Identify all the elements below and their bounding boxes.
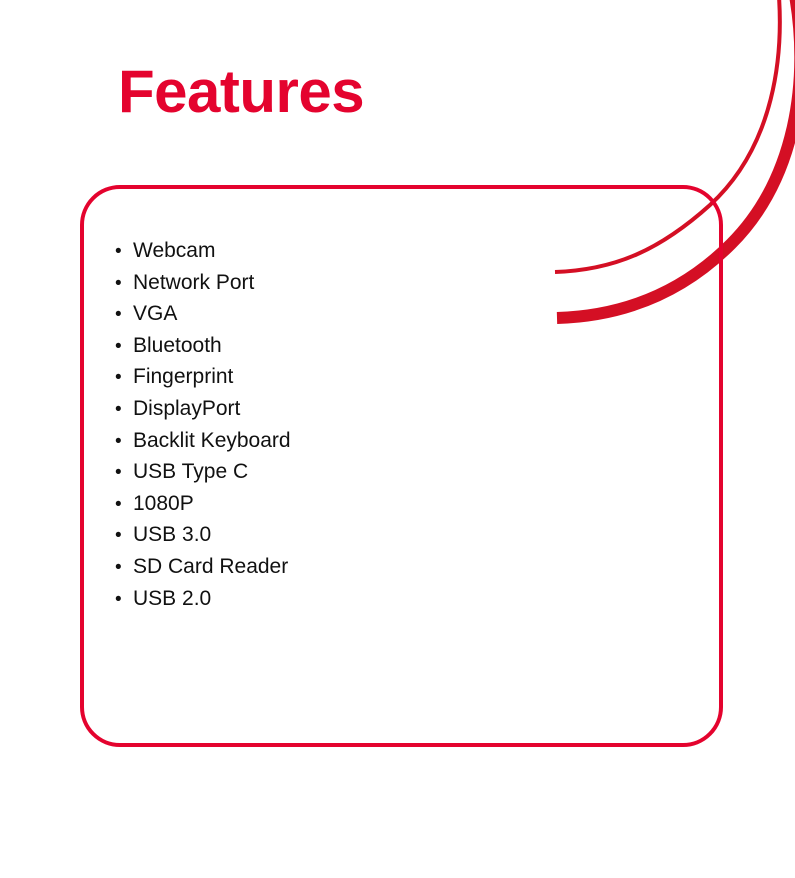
feature-label: USB Type C: [133, 460, 249, 484]
feature-label: Backlit Keyboard: [133, 428, 291, 452]
bullet-icon: •: [115, 367, 122, 389]
list-item: [115, 552, 291, 584]
feature-label: 1080P: [133, 491, 194, 515]
feature-label: USB 3.0: [133, 523, 212, 547]
bullet-icon: •: [115, 462, 122, 484]
bullet-icon: •: [115, 398, 122, 420]
list-item: [115, 520, 291, 552]
feature-label: Webcam: [133, 239, 216, 262]
list-item: [115, 489, 291, 521]
feature-label: Fingerprint: [133, 365, 234, 389]
list-item: [115, 362, 291, 394]
feature-label: VGA: [133, 302, 178, 326]
list-item: [115, 394, 291, 426]
list-item: [115, 426, 291, 458]
bullet-icon: •: [115, 241, 122, 262]
bullet-icon: •: [115, 556, 122, 578]
page-title: Features: [118, 58, 365, 125]
list-item: [115, 236, 291, 268]
features-list: [115, 236, 291, 615]
feature-label: Bluetooth: [133, 333, 222, 357]
bullet-icon: •: [115, 430, 122, 452]
list-item: [115, 268, 291, 300]
list-item: [115, 584, 291, 616]
list-item: [115, 457, 291, 489]
bullet-icon: •: [115, 335, 122, 357]
bullet-icon: •: [115, 588, 122, 610]
feature-label: USB 2.0: [133, 586, 212, 610]
list-item: [115, 331, 291, 363]
feature-label: Network Port: [133, 270, 255, 294]
bullet-icon: •: [115, 304, 122, 326]
feature-label: DisplayPort: [133, 396, 241, 420]
bullet-icon: •: [115, 525, 122, 547]
bullet-icon: •: [115, 493, 122, 515]
bullet-icon: •: [115, 272, 122, 294]
feature-label: SD Card Reader: [133, 554, 289, 578]
list-item: [115, 299, 291, 331]
